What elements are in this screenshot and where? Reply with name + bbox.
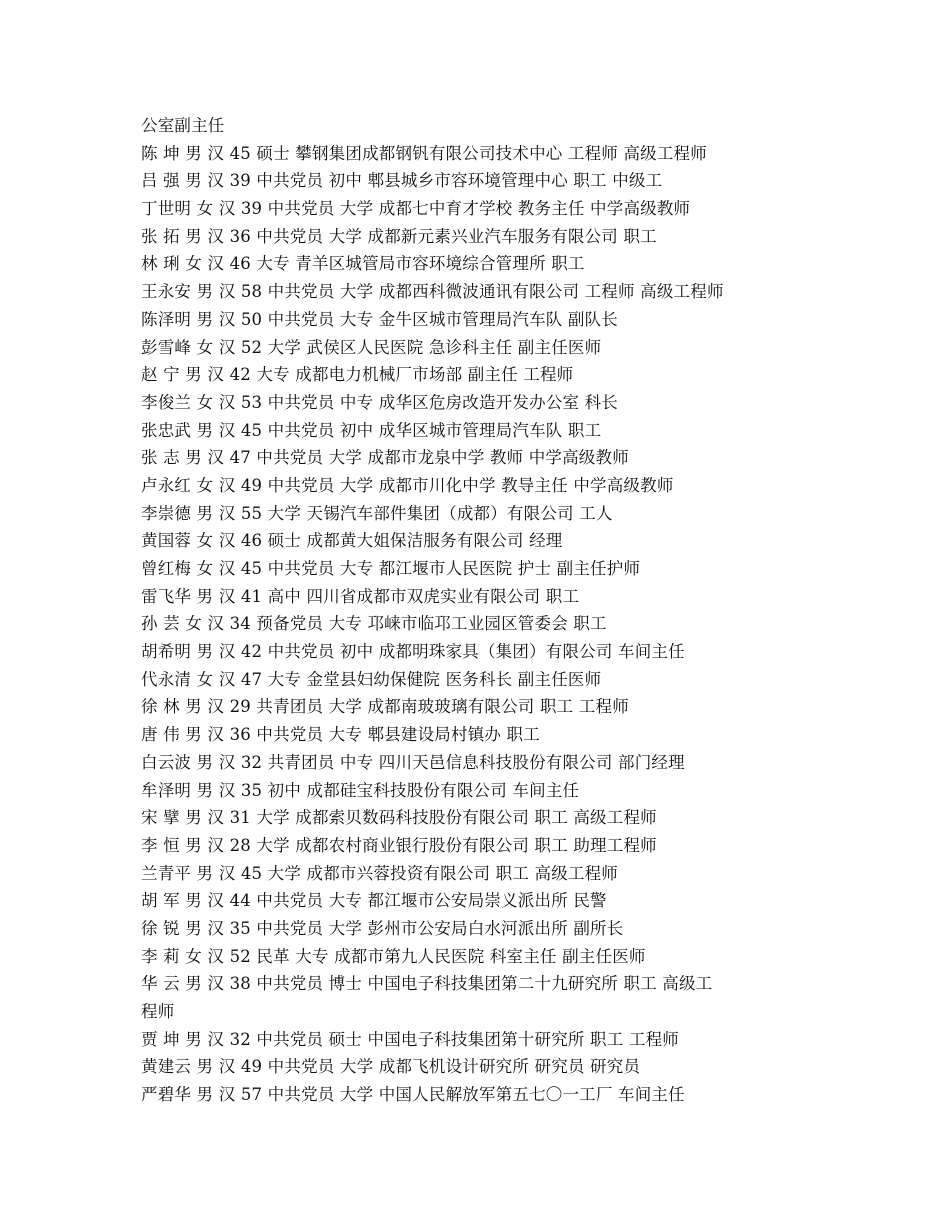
text-line: 白云波 男 汉 32 共青团员 中专 四川天邑信息科技股份有限公司 部门经理 <box>141 752 685 772</box>
text-line: 兰青平 男 汉 45 大学 成都市兴蓉投资有限公司 职工 高级工程师 <box>141 863 619 883</box>
text-line: 代永清 女 汉 47 大专 金堂县妇幼保健院 医务科长 副主任医师 <box>141 669 602 689</box>
text-line: 曾红梅 女 汉 45 中共党员 大专 都江堰市人民医院 护士 副主任护师 <box>141 559 641 578</box>
text-line: 张忠武 男 汉 45 中共党员 初中 成华区城市管理局汽车队 职工 <box>141 420 602 440</box>
text-line: 陈 坤 男 汉 45 硕士 攀钢集团成都钢钒有限公司技术中心 工程师 高级工程师 <box>141 143 707 163</box>
text-line: 严碧华 男 汉 57 中共党员 大学 中国人民解放军第五七〇一工厂 车间主任 <box>141 1085 685 1105</box>
text-line: 孙 芸 女 汉 34 预备党员 大专 邛崃市临邛工业园区管委会 职工 <box>141 614 607 634</box>
text-line: 陈泽明 男 汉 50 中共党员 大专 金牛区城市管理局汽车队 副队长 <box>141 309 619 329</box>
text-line: 胡 军 男 汉 44 中共党员 大专 都江堰市公安局崇义派出所 民警 <box>141 891 607 911</box>
text-line: 徐 林 男 汉 29 共青团员 大学 成都南玻玻璃有限公司 职工 工程师 <box>141 697 629 717</box>
text-line: 丁世明 女 汉 39 中共党员 大学 成都七中育才学校 教务主任 中学高级教师 <box>141 199 691 219</box>
text-line: 李俊兰 女 汉 53 中共党员 中专 成华区危房改造开发办公室 科长 <box>141 392 619 412</box>
text-line: 胡希明 男 汉 42 中共党员 初中 成都明珠家具（集团）有限公司 车间主任 <box>141 642 685 662</box>
text-line: 张 拓 男 汉 36 中共党员 大学 成都新元素兴业汽车服务有限公司 职工 <box>141 226 657 246</box>
text-line: 李 莉 女 汉 52 民革 大专 成都市第九人民医院 科室主任 副主任医师 <box>141 946 646 966</box>
text-line-continuation: 程师 <box>141 1002 175 1021</box>
roster-text <box>141 112 821 1109</box>
text-line: 华 云 男 汉 38 中共党员 博士 中国电子科技集团第二十九研究所 职工 高级工 <box>141 974 713 994</box>
text-line: 牟泽明 男 汉 35 初中 成都硅宝科技股份有限公司 车间主任 <box>141 780 580 800</box>
text-line: 宋 擘 男 汉 31 大学 成都索贝数码科技股份有限公司 职工 高级工程师 <box>141 808 657 828</box>
text-line: 李 恒 男 汉 28 大学 成都农村商业银行股份有限公司 职工 助理工程师 <box>141 835 657 855</box>
text-line: 黄国蓉 女 汉 46 硕士 成都黄大姐保洁服务有限公司 经理 <box>141 531 563 551</box>
text-line: 林 琍 女 汉 46 大专 青羊区城管局市容环境综合管理所 职工 <box>141 254 585 274</box>
text-line: 卢永红 女 汉 49 中共党员 大学 成都市川化中学 教导主任 中学高级教师 <box>141 475 674 495</box>
text-line: 李崇德 男 汉 55 大学 天锡汽车部件集团（成都）有限公司 工人 <box>141 503 613 523</box>
text-line: 彭雪峰 女 汉 52 大学 武侯区人民医院 急诊科主任 副主任医师 <box>141 337 602 357</box>
text-line: 贾 坤 男 汉 32 中共党员 硕士 中国电子科技集团第十研究所 职工 工程师 <box>141 1029 679 1049</box>
text-line: 王永安 男 汉 58 中共党员 大学 成都西科微波通讯有限公司 工程师 高级工程师 <box>141 282 724 302</box>
text-line: 唐 伟 男 汉 36 中共党员 大专 郫县建设局村镇办 职工 <box>141 725 540 745</box>
text-line: 徐 锐 男 汉 35 中共党员 大学 彭州市公安局白水河派出所 副所长 <box>141 918 624 938</box>
text-line: 吕 强 男 汉 39 中共党员 初中 郫县城乡市容环境管理中心 职工 中级工 <box>141 171 663 191</box>
text-line: 赵 宁 男 汉 42 大专 成都电力机械厂市场部 副主任 工程师 <box>141 365 574 385</box>
text-line: 张 志 男 汉 47 中共党员 大学 成都市龙泉中学 教师 中学高级教师 <box>141 448 629 468</box>
text-line: 黄建云 男 汉 49 中共党员 大学 成都飞机设计研究所 研究员 研究员 <box>141 1057 641 1077</box>
text-line: 公室副主任 <box>141 116 225 135</box>
text-line: 雷飞华 男 汉 41 高中 四川省成都市双虎实业有限公司 职工 <box>141 586 580 606</box>
